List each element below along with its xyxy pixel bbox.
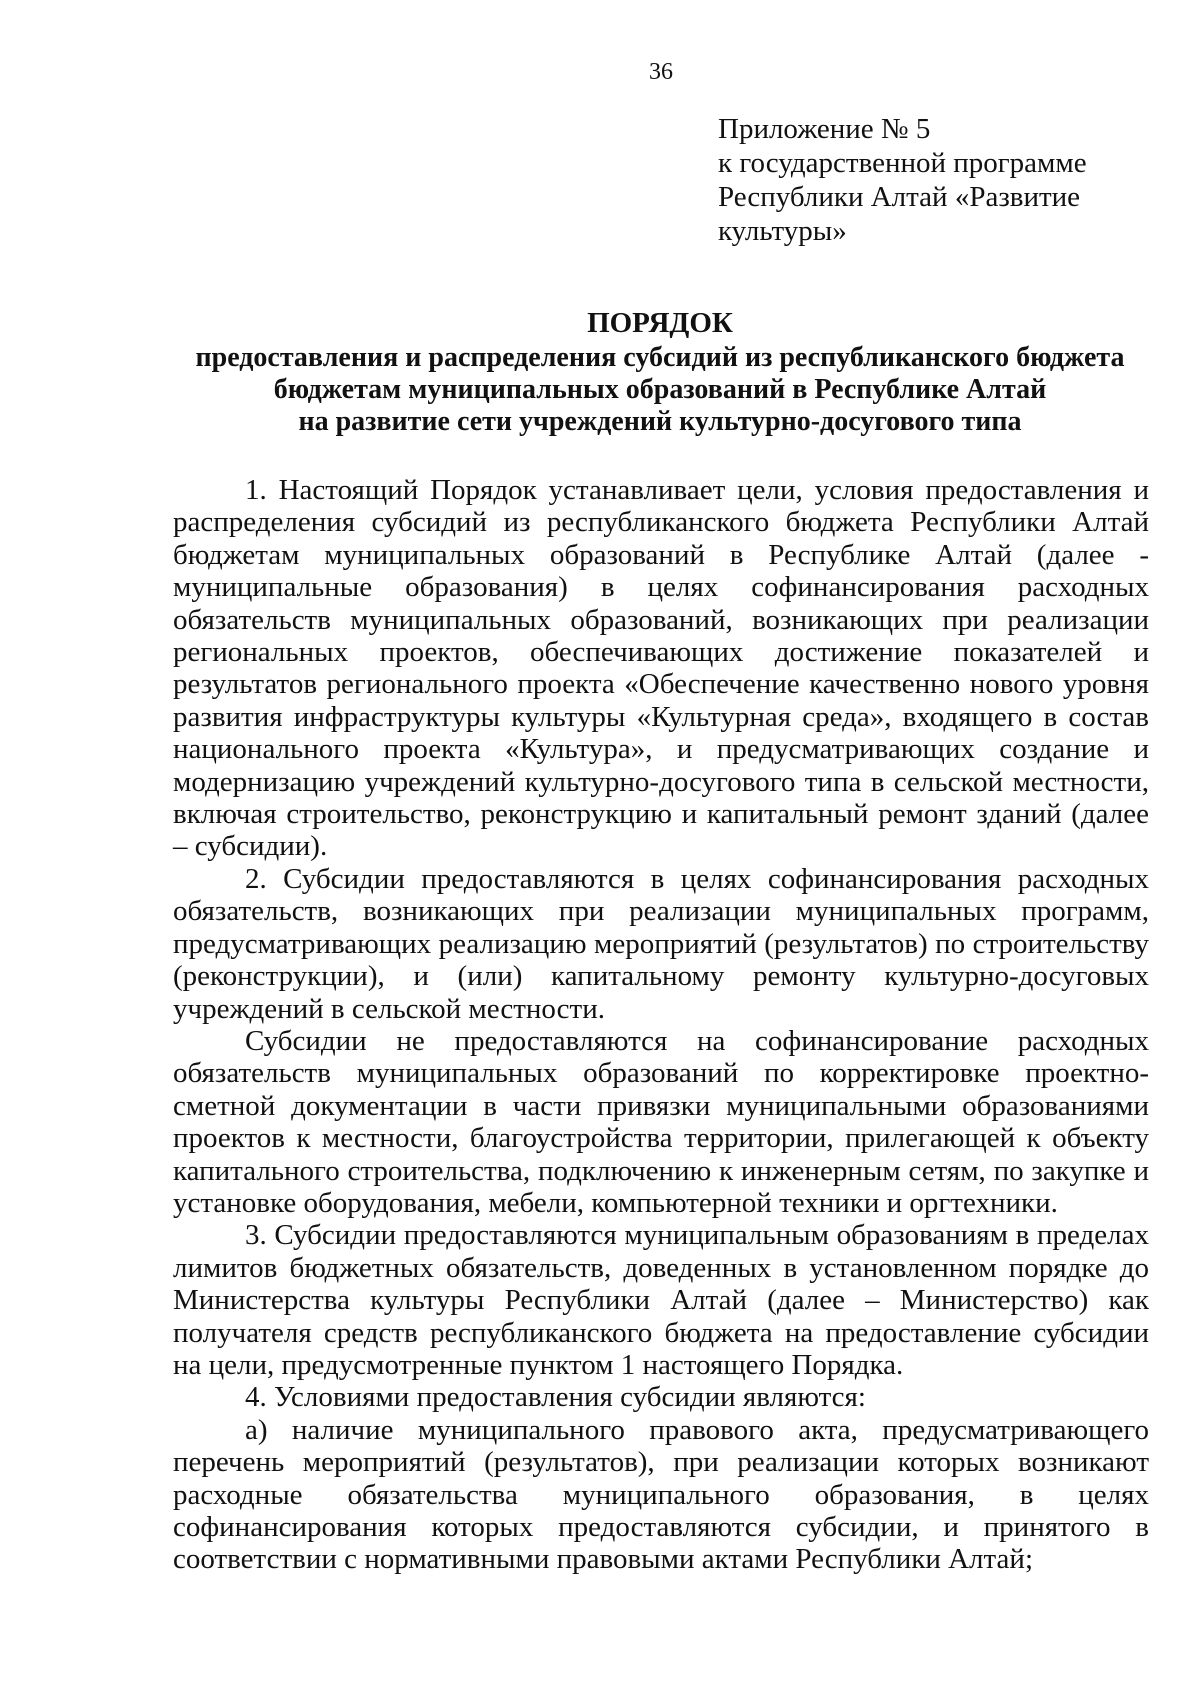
appendix-line: Приложение № 5: [718, 113, 931, 145]
page-number: 36: [649, 59, 673, 85]
paragraph: 2. Субсидии предоставляются в целях софинансирования расходных обязательств, возникающих при реализации муниципальных программ, предусматривающих реализацию мероприятий (результатов) по строительству (реконструкции), и (или) капитальному ремонту культурно-досуговых учреждений в сельской местности.: [173, 862, 1149, 1025]
document-title: [160, 307, 1160, 438]
paragraph: 1. Настоящий Порядок устанавливает цели, условия предоставления и распределения субсидий из республиканского бюджета Республики Алтай бюджетам муниципальных образований в Республике Алтай (далее - муниципальные образования) в целях софинансирования расходных обязательств муниципальных образований, возникающих при реализации региональных проектов, обеспечивающих достижение показателей и результатов регионального проекта «Обеспечение качественно нового уровня развития инфраструктуры культуры «Культурная среда», входящего в состав национального проекта «Культура», и предусматривающих создание и модернизацию учреждений культурно-досугового типа в сельской местности, включая строительство, реконструкцию и капитальный ремонт зданий (далее – субсидии).: [173, 474, 1149, 863]
appendix-reference: [718, 112, 1158, 248]
appendix-line: к государственной программе: [718, 147, 1087, 179]
appendix-line: Республики Алтай «Развитие: [718, 181, 1081, 213]
document-body: [173, 474, 1149, 1576]
title-subline: на развитие сети учреждений культурно-досугового типа: [298, 406, 1022, 437]
paragraph: Субсидии не предоставляются на софинансирование расходных обязательств муниципальных образований по корректировке проектно-сметной документации в части привязки муниципальными образованиями проектов к местности, благоустройства территории, прилегающей к объекту капитального строительства, подключению к инженерным сетям, по закупке и установке оборудования, мебели, компьютерной техники и оргтехники.: [173, 1024, 1149, 1219]
appendix-line: культуры»: [718, 215, 847, 247]
title-subline: бюджетам муниципальных образований в Республике Алтай: [273, 374, 1047, 405]
title-subline: предоставления и распределения субсидий из республиканского бюджета: [195, 342, 1125, 373]
paragraph: а) наличие муниципального правового акта, предусматривающего перечень мероприятий (результатов), при реализации которых возникают расходные обязательства муниципального образования, в целях софинансирования которых предоставляются субсидии, и принятого в соответствии с нормативными правовыми актами Республики Алтай;: [173, 1413, 1149, 1576]
paragraph: 4. Условиями предоставления субсидии являются:: [245, 1381, 866, 1414]
paragraph: 3. Субсидии предоставляются муниципальным образованиям в пределах лимитов бюджетных обязательств, доведенных в установленном порядке до Министерства культуры Республики Алтай (далее – Министерство) как получателя средств республиканского бюджета на предоставление субсидии на цели, предусмотренные пунктом 1 настоящего Порядка.: [173, 1219, 1149, 1381]
title-heading: ПОРЯДОК: [587, 307, 733, 339]
